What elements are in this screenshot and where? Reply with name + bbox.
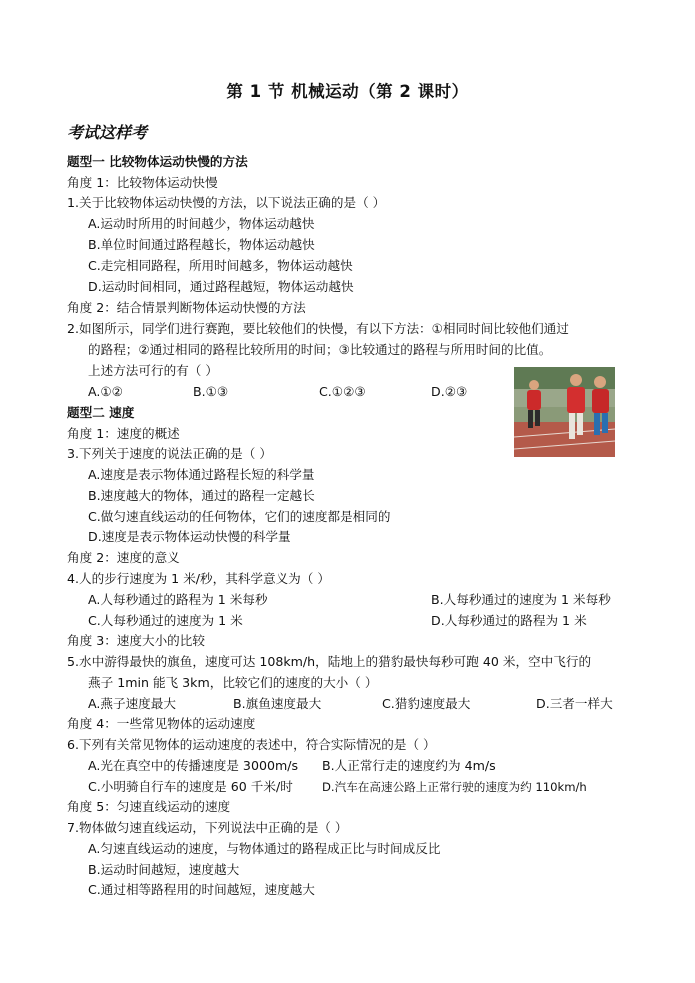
angle-heading: 角度 5：匀速直线运动的速度	[67, 799, 231, 814]
question-5-line-2: 燕子 1min 能飞 3km，比较它们的速度的大小（ ）	[88, 675, 378, 690]
question-6-option-b: B.人正常行走的速度约为 4m/s	[322, 758, 496, 773]
question-4-option-a: A.人每秒通过的路程为 1 米每秒	[88, 592, 268, 607]
question-3-option-b: B.速度越大的物体，通过的路程一定越长	[88, 488, 315, 503]
question-5-option-d: D.三者一样大	[536, 696, 613, 711]
question-3-option-d: D.速度是表示物体运动快慢的科学量	[88, 529, 291, 544]
question-1-option-d: D.运动时间相同，通过路程越短，物体运动越快	[88, 279, 354, 294]
topic-heading-2: 题型二 速度	[67, 405, 135, 420]
question-2-line-2: 的路程；②通过相同的路程比较所用的时间；③比较通过的路程与所用时间的比值。	[88, 342, 552, 357]
question-5-option-b: B.旗鱼速度最大	[233, 696, 322, 711]
question-3-option-c: C.做匀速直线运动的任何物体，它们的速度都是相同的	[88, 509, 391, 524]
question-1: 1.关于比较物体运动快慢的方法，以下说法正确的是（ ）	[67, 195, 386, 210]
question-4-option-b: B.人每秒通过的速度为 1 米每秒	[431, 592, 611, 607]
question-5-option-c: C.猎豹速度最大	[382, 696, 471, 711]
question-6-option-a: A.光在真空中的传播速度是 3000m/s	[88, 758, 299, 773]
angle-heading: 角度 4：一些常见物体的运动速度	[67, 716, 256, 731]
question-2-line-3: 上述方法可行的有（ ）	[88, 363, 218, 378]
page-title: 第 1 节 机械运动（第 2 课时）	[226, 82, 469, 101]
question-7: 7.物体做匀速直线运动，下列说法中正确的是（ ）	[67, 820, 348, 835]
question-4-option-c: C.人每秒通过的速度为 1 米	[88, 613, 243, 628]
question-2-option-d: D.②③	[431, 384, 468, 399]
question-6: 6.下列有关常见物体的运动速度的表述中，符合实际情况的是（ ）	[67, 737, 436, 752]
question-4-option-d: D.人每秒通过的路程为 1 米	[431, 613, 587, 628]
question-2-option-c: C.①②③	[319, 384, 366, 399]
angle-heading: 角度 2：速度的意义	[67, 550, 180, 565]
question-1-option-c: C.走完相同路程，所用时间越多，物体运动越快	[88, 258, 353, 273]
question-6-option-c: C.小明骑自行车的速度是 60 千米/时	[88, 779, 293, 794]
topic-heading-1: 题型一 比较物体运动快慢的方法	[67, 154, 248, 169]
question-7-option-c: C.通过相等路程用的时间越短，速度越大	[88, 882, 315, 897]
angle-heading: 角度 1：速度的概述	[67, 426, 180, 441]
question-2-option-a: A.①②	[88, 384, 123, 399]
angle-heading: 角度 1：比较物体运动快慢	[67, 175, 218, 190]
question-5: 5.水中游得最快的旗鱼，速度可达 108km/h，陆地上的猎豹最快每秒可跑 40 米，空中飞行的	[67, 654, 592, 669]
question-1-option-b: B.单位时间通过路程越长，物体运动越快	[88, 237, 315, 252]
question-5-option-a: A.燕子速度最大	[88, 696, 176, 711]
race-photo	[514, 367, 615, 457]
angle-heading: 角度 2：结合情景判断物体运动快慢的方法	[67, 300, 306, 315]
question-7-option-b: B.运动时间越短，速度越大	[88, 862, 240, 877]
section-heading: 考试这样考	[67, 123, 148, 142]
question-2-option-b: B.①③	[193, 384, 229, 399]
question-2: 2.如图所示，同学们进行赛跑，要比较他们的快慢，有以下方法：①相同时间比较他们通过	[67, 321, 569, 336]
question-1-option-a: A.运动时所用的时间越少，物体运动越快	[88, 216, 315, 231]
question-3-option-a: A.速度是表示物体通过路程长短的科学量	[88, 467, 315, 482]
question-4: 4.人的步行速度为 1 米/秒，其科学意义为（ ）	[67, 571, 330, 586]
question-7-option-a: A.匀速直线运动的速度，与物体通过的路程成正比与时间成反比	[88, 841, 441, 856]
angle-heading: 角度 3：速度大小的比较	[67, 633, 205, 648]
question-3: 3.下列关于速度的说法正确的是（ ）	[67, 446, 272, 461]
question-6-option-d: D.汽车在高速公路上正常行驶的速度为约 110km/h	[322, 780, 587, 794]
